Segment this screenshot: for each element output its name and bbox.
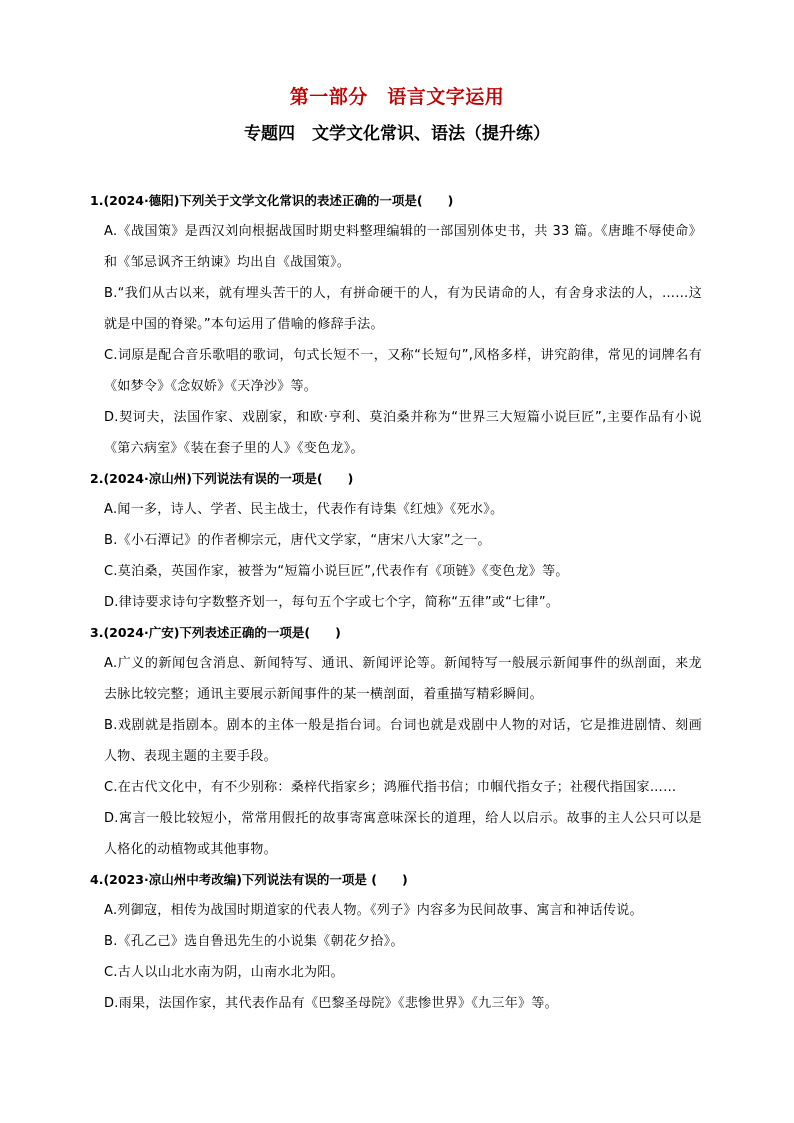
question-stem: 1.(2024·德阳)下列关于文学文化常识的表述正确的一项是( ) [90,193,454,208]
option-a: A.列御寇，相传为战国时期道家的代表人物。《列子》内容多为民间故事、寓言和神话传说。 [104,903,643,918]
option-b: B.戏剧就是指剧本。剧本的主体一般是指台词。台词也就是戏剧中人物的对话，它是推进剧情、刻画人物、表现主题的主要手段。 [104,718,702,764]
question-3 [90,618,702,865]
question-stem: 4.(2023·凉山州中考改编)下列说法有误的一项是 ( ) [90,872,408,887]
option-c: C.莫泊桑，英国作家，被誉为“短篇小说巨匠”,代表作有《项链》《变色龙》等。 [104,564,569,579]
question-stem: 2.(2024·凉山州)下列说法有误的一项是( ) [90,471,354,486]
option-a: A.闻一多，诗人、学者、民主战士，代表作有诗集《红烛》《死水》。 [104,502,504,517]
option-d: D.寓言一般比较短小，常常用假托的故事寄寓意味深长的道理，给人以启示。故事的主人公只可以是人格化的动植物或其他事物。 [104,811,702,857]
option-c: C.古人以山北水南为阴，山南水北为阳。 [104,965,344,980]
option-b: B.“我们从古以来，就有埋头苦干的人，有拼命硬干的人，有为民请命的人，有舍身求法的人，……这就是中国的脊梁。”本句运用了借喻的修辞手法。 [104,286,702,332]
option-b: B.《孔乙己》选自鲁迅先生的小说集《朝花夕拾》。 [104,934,404,949]
option-a: A.《战国策》是西汉刘向根据战国时期史料整理编辑的一部国别体史书，共 33 篇。《唐雎不辱使命》和《邹忌讽齐王纳谏》均出自《战国策》。 [104,224,702,270]
question-4 [90,865,702,1019]
option-b: B.《小石潭记》的作者柳宗元，唐代文学家，“唐宋八大家”之一。 [104,533,491,548]
option-c: C.在古代文化中，有不少别称：桑梓代指家乡；鸿雁代指书信；巾帼代指女子；社稷代指国家…… [104,780,677,795]
question-1 [90,186,702,464]
option-d: D.契诃夫，法国作家、戏剧家，和欧·亨利、莫泊桑并称为“世界三大短篇小说巨匠”,主要作品有小说《第六病室》《装在套子里的人》《变色龙》。 [104,410,702,456]
question-2 [90,464,702,618]
question-stem: 3.(2024·广安)下列表述正确的一项是( ) [90,625,341,640]
option-c: C.词原是配合音乐歌唱的歌词，句式长短不一，又称“长短句”,风格多样，讲究韵律，常见的词牌名有《如梦令》《念奴娇》《天净沙》等。 [104,348,702,394]
option-d: D.律诗要求诗句字数整齐划一，每句五个字或七个字，简称“五律”或“七律”。 [104,595,560,610]
question-list [90,186,702,1019]
topic-title: 专题四 文学文化常识、语法（提升练） [244,124,550,144]
option-d: D.雨果，法国作家，其代表作品有《巴黎圣母院》《悲惨世界》《九三年》等。 [104,996,558,1011]
part-title: 第一部分 语言文字运用 [289,86,505,108]
option-a: A.广义的新闻包含消息、新闻特写、通讯、新闻评论等。新闻特写一般展示新闻事件的纵剖面，来龙去脉比较完整；通讯主要展示新闻事件的某一横剖面，着重描写精彩瞬间。 [104,656,702,702]
